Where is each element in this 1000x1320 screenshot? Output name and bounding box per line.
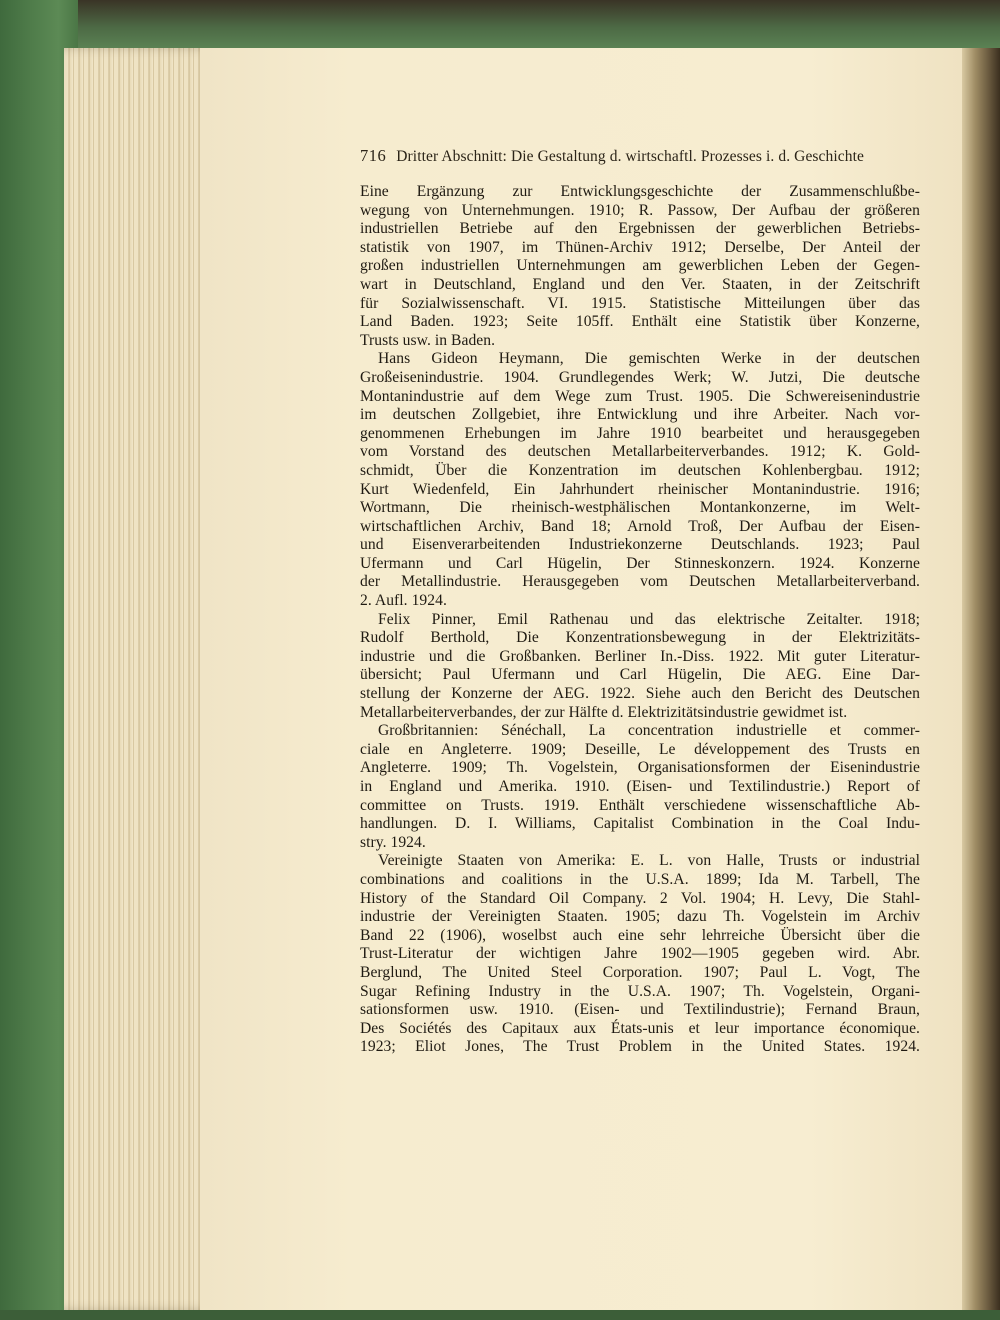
text-line: Des Sociétés des Capitaux aux États-unis et leur importance économique.: [360, 1019, 920, 1037]
text-line: großen industriellen Unternehmungen am gewerblichen Leben der Gegen-: [360, 257, 920, 275]
text-line: ciale en Angleterre. 1909; Deseille, Le développement des Trusts en: [360, 740, 920, 758]
text-line: Großbritannien: Sénéchall, La concentration industrielle et commer-: [378, 722, 920, 740]
text-line: übersicht; Paul Ufermann und Carl Hügelin, Die AEG. Eine Dar-: [360, 666, 920, 684]
text-line: Kurt Wiedenfeld, Ein Jahrhundert rheinischer Montanindustrie. 1916;: [360, 480, 920, 498]
book-cover-bottom: [0, 1310, 1000, 1320]
text-line: Trusts usw. in Baden.: [360, 331, 496, 349]
text-line: sationsformen usw. 1910. (Eisen- und Textilindustrie); Fernand Braun,: [360, 1001, 920, 1019]
body-text: [360, 183, 920, 1057]
running-header: [360, 146, 920, 168]
text-line: industrie und die Großbanken. Berliner In.-Diss. 1922. Mit guter Literatur-: [360, 647, 920, 665]
page-edges: [64, 48, 214, 1310]
running-title: Dritter Abschnitt: Die Gestaltung d. wirtschaftl. Prozesses i. d. Geschichte: [396, 148, 865, 165]
text-line: wirtschaftlichen Archiv, Band 18; Arnold Troß, Der Aufbau der Eisen-: [360, 517, 920, 535]
text-line: Angleterre. 1909; Th. Vogelstein, Organisationsformen der Eisenindustrie: [360, 759, 920, 777]
text-line: Hans Gideon Heymann, Die gemischten Werke in der deutschen: [378, 350, 920, 368]
text-line: Wortmann, Die rheinisch-westphälischen Montankonzerne, im Welt-: [360, 499, 920, 517]
text-line: genommenen Erhebungen im Jahre 1910 bearbeitet und herausgegeben: [360, 424, 920, 442]
text-line: Ufermann und Carl Hügelin, Der Stinneskonzern. 1924. Konzerne: [360, 554, 920, 572]
text-line: Metallarbeiterverbandes, der zur Hälfte d. Elektrizitätsindustrie gewidmet ist.: [360, 703, 848, 721]
text-line: industriellen Betriebe auf den Ergebnissen der gewerblichen Betriebs-: [360, 220, 920, 238]
text-line: und Eisenverarbeitenden Industriekonzerne Deutschlands. 1923; Paul: [360, 536, 920, 554]
text-line: schmidt, Über die Konzentration im deutschen Kohlenbergbau. 1912;: [360, 461, 920, 479]
text-line: Berglund, The United Steel Corporation. 1907; Paul L. Vogt, The: [360, 963, 920, 981]
text-line: History of the Standard Oil Company. 2 Vol. 1904; H. Levy, Die Stahl-: [360, 889, 920, 907]
text-line: statistik von 1907, im Thünen-Archiv 1912; Derselbe, Der Anteil der: [360, 238, 920, 256]
text-line: Trust-Literatur der wichtigen Jahre 1902—1905 gegeben wird. Abr.: [360, 945, 920, 963]
text-line: committee on Trusts. 1919. Enthält verschiedene wissenschaftliche Ab-: [360, 796, 920, 814]
text-line: im deutschen Zollgebiet, ihre Entwicklung und ihre Arbeiter. Nach vor-: [360, 406, 920, 424]
text-line: für Sozialwissenschaft. VI. 1915. Statistische Mitteilungen über das: [360, 294, 920, 312]
text-line: in England und Amerika. 1910. (Eisen- und Textilindustrie.) Report of: [360, 778, 920, 795]
text-line: stellung der Konzerne der AEG. 1922. Siehe auch den Bericht des Deutschen: [360, 685, 920, 703]
text-line: wegung von Unternehmungen. 1910; R. Passow, Der Aufbau der größeren: [360, 201, 920, 219]
text-line: handlungen. D. I. Williams, Capitalist Combination in the Coal Indu-: [360, 815, 920, 833]
text-line: vom Vorstand des deutschen Metallarbeiterverbandes. 1912; K. Gold-: [360, 443, 920, 461]
text-line: Felix Pinner, Emil Rathenau und das elektrische Zeitalter. 1918;: [378, 610, 920, 628]
text-line: combinations and coalitions in the U.S.A. 1899; Ida M. Tarbell, The: [360, 870, 920, 888]
text-line: Großeisenindustrie. 1904. Grundlegendes Werk; W. Jutzi, Die deutsche: [360, 368, 920, 386]
text-line: Montanindustrie auf dem Wege zum Trust. 1905. Die Schwereisenindustrie: [360, 387, 920, 405]
text-line: Vereinigte Staaten von Amerika: E. L. von Halle, Trusts or industrial: [378, 852, 920, 870]
book-cover-top: [40, 0, 1000, 50]
text-line: der Metallindustrie. Herausgegeben vom Deutschen Metallarbeiterverband.: [360, 573, 920, 591]
page-gutter: [962, 48, 1000, 1310]
text-line: Land Baden. 1923; Seite 105ff. Enthält eine Statistik über Konzerne,: [360, 313, 920, 331]
text-line: wart in Deutschland, England und den Ver. Staaten, in der Zeitschrift: [360, 275, 920, 293]
text-line: Sugar Refining Industry in the U.S.A. 1907; Th. Vogelstein, Organi-: [360, 982, 920, 1000]
page-number: 716: [360, 146, 387, 165]
text-line: Eine Ergänzung zur Entwicklungsgeschichte der Zusammenschlußbe-: [360, 183, 920, 200]
text-line: industrie der Vereinigten Staaten. 1905; dazu Th. Vogelstein im Archiv: [360, 908, 920, 926]
text-line: 2. Aufl. 1924.: [360, 592, 447, 610]
text-line: Rudolf Berthold, Die Konzentrationsbewegung in der Elektrizitäts-: [360, 629, 920, 647]
text-line: 1923; Eliot Jones, The Trust Problem in the United States. 1924.: [360, 1038, 920, 1056]
text-line: stry. 1924.: [360, 833, 426, 851]
text-line: Band 22 (1906), woselbst auch eine sehr lehrreiche Übersicht über die: [360, 926, 920, 944]
